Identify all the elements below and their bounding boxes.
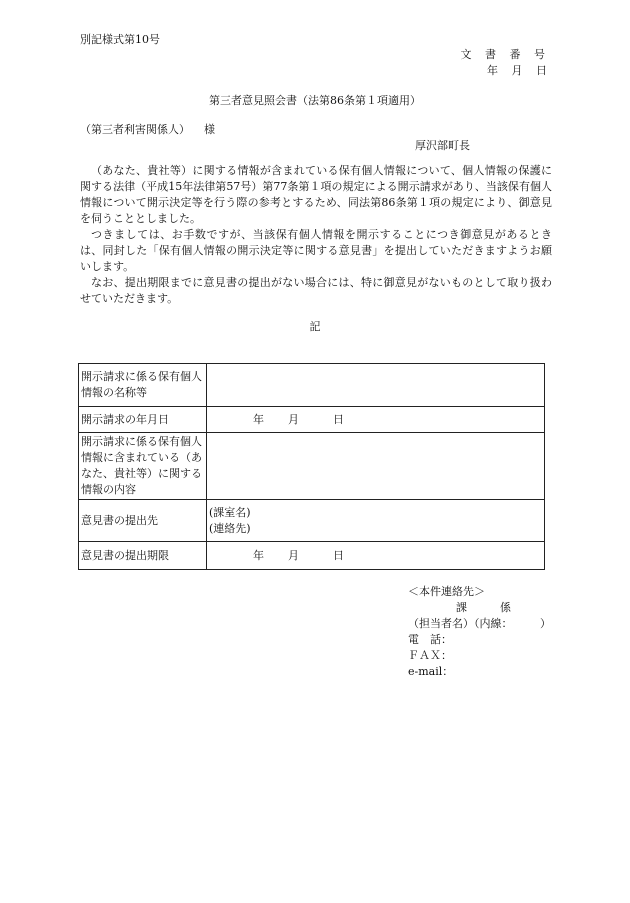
contact-phone: 電 話：	[408, 633, 452, 646]
contact-fax: ＦＡＸ：	[408, 649, 452, 662]
department-line: (課室名)	[209, 505, 251, 519]
year-label: 年	[253, 412, 264, 426]
contact-block	[408, 584, 551, 680]
row-value-info-name	[207, 364, 545, 407]
month-label: 月	[288, 412, 299, 426]
document-number: 文 書 番 号	[460, 48, 550, 61]
day-label: 日	[333, 548, 344, 562]
row-label-submission-to: 意見書の提出先	[79, 500, 207, 542]
month-label: 月	[288, 548, 299, 562]
body-text	[80, 163, 552, 307]
table-row	[79, 500, 545, 542]
body-paragraph: なお、提出期限までに意見書の提出がない場合には、特に御意見がないものとして取り扱わせていただきます。	[80, 276, 552, 305]
row-value-submission-to	[207, 500, 545, 542]
year-label: 年	[253, 548, 264, 562]
row-value-deadline	[207, 542, 545, 570]
form-number: 別記様式第10号	[80, 33, 160, 46]
table-row	[79, 433, 545, 500]
contact-person: （担当者名）（内線： ）	[408, 617, 551, 630]
addressee	[80, 122, 215, 138]
table-row	[79, 407, 545, 433]
ki-heading: 記	[309, 320, 321, 333]
addressee-honorific: 様	[204, 123, 215, 136]
addressee-name: （第三者利害関係人）	[80, 123, 190, 136]
contact-email: e-mail：	[408, 665, 454, 678]
row-value-request-date	[207, 407, 545, 433]
contact-heading: ＜本件連絡先＞	[408, 585, 485, 598]
table-row	[79, 542, 545, 570]
day-label: 日	[333, 412, 344, 426]
row-label-info-content: 開示請求に係る保有個人情報に含まれている（あなた、貴社等）に関する情報の内容	[79, 433, 207, 500]
contact-line: (連絡先)	[209, 521, 251, 535]
info-table	[78, 363, 545, 570]
table-row	[79, 364, 545, 407]
contact-department: 課 係	[456, 601, 511, 614]
row-label-info-name: 開示請求に係る保有個人情報の名称等	[79, 364, 207, 407]
row-label-request-date: 開示請求の年月日	[79, 407, 207, 433]
row-value-info-content	[207, 433, 545, 500]
row-label-deadline: 意見書の提出期限	[79, 542, 207, 570]
document-title: 第三者意見照会書（法第86条第１項適用）	[209, 94, 421, 107]
sender: 厚沢部町長	[415, 139, 470, 152]
body-paragraph: つきましては、お手数ですが、当該保有個人情報を開示することにつき御意見があるときは、同封した「保有個人情報の開示決定等に関する意見書」を提出していただきますようお願いします。	[80, 228, 552, 273]
body-paragraph: （あなた、貴社等）に関する情報が含まれている保有個人情報について、個人情報の保護に関する法律（平成15年法律第57号）第77条第１項の規定による開示請求があり、当該保有個人情報について開示決定等を行う際の参考とするため、同法第86条第１項の規定により、御意見を伺うこととしました。	[80, 164, 552, 225]
document-date: 年 月 日	[487, 64, 552, 77]
